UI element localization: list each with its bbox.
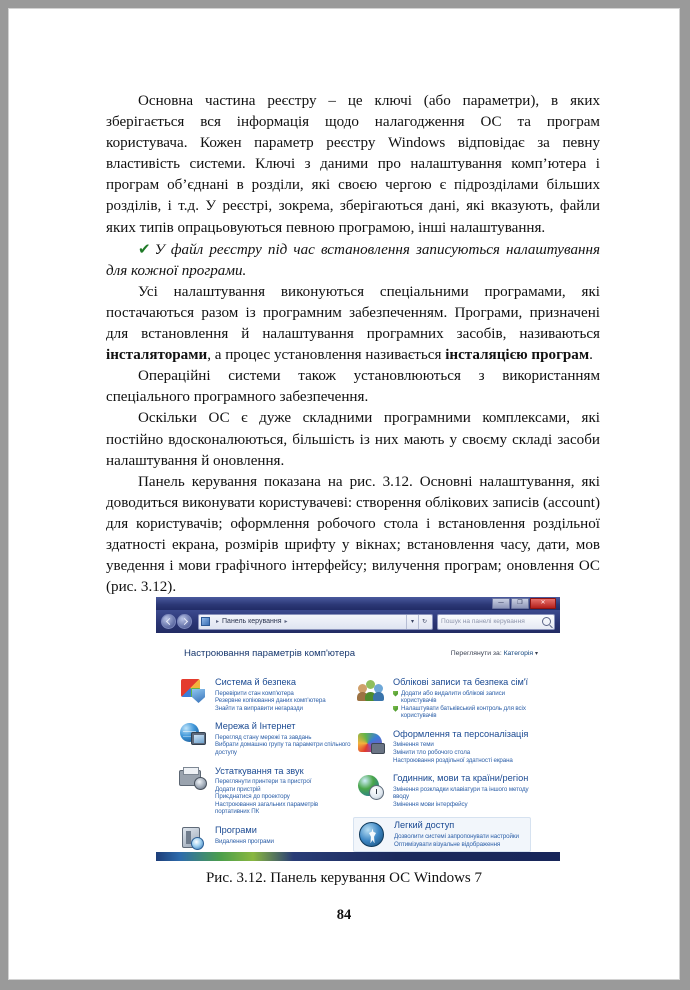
paragraph-1: Основна частина реєстру – це ключі (або параметри), в яких зберігається вся інформація щодо налагодження ОС та програм користувача. Кожен параметр реєстру Windows відповідає за певну властивість системи. Ключі з даними про налаштування комп’ютера і програм об’єднані в розділи, які своєю чергою є підрозділами більших розділів, і т.д. У реєстрі, зокрема, зберігаються дані, які вказують, файли яких типів опрацьовуються певною програмою, інші налаштування. — [106, 93, 600, 236]
taskbar-strip — [156, 852, 560, 861]
category-link[interactable]: Змінення теми — [393, 741, 434, 749]
category-link[interactable]: Змінити тло робочого стола — [393, 748, 471, 756]
system-security-icon — [178, 677, 209, 706]
category-link[interactable]: Додати пристрій — [215, 785, 261, 793]
chevron-down-icon[interactable]: ▾ — [406, 615, 418, 629]
category-link[interactable]: Перевірити стан комп'ютера — [215, 689, 294, 697]
search-input[interactable]: Пошук на панелі керування — [441, 618, 525, 625]
category-clock-language-region[interactable] — [356, 773, 531, 808]
category-link[interactable]: Змінення розкладки клавіатури та іншого методу вводу — [393, 785, 529, 801]
category-link[interactable]: Додати або видалити облікові записи користувачів — [393, 690, 531, 705]
category-link[interactable]: Настроювання роздільної здатності екрана — [393, 756, 513, 764]
category-appearance-personalization[interactable] — [356, 729, 531, 764]
category-column-left — [178, 677, 353, 852]
category-title[interactable]: Система й безпека — [215, 677, 296, 687]
category-title[interactable]: Легкий доступ — [394, 820, 455, 831]
category-title[interactable]: Оформлення та персоналізація — [393, 728, 529, 739]
minimize-button[interactable]: — — [492, 598, 510, 609]
category-title[interactable]: Годинник, мови та країни/регіон — [393, 773, 529, 784]
category-link[interactable]: Вибрати домашню групу та параметри спільного доступу — [215, 741, 351, 756]
category-title[interactable]: Облікові записи та безпека сім'ї — [393, 677, 529, 687]
appearance-personalization-icon — [356, 729, 387, 758]
checkmark-icon: ✔ — [138, 239, 151, 258]
term-installation: інсталяцією програм — [445, 347, 590, 364]
paragraph-3-part-2: , а процес установлення називається — [207, 347, 446, 364]
window-frame — [156, 597, 560, 861]
category-title[interactable]: Устаткування та звук — [215, 765, 304, 776]
breadcrumb-control-panel[interactable]: Панель керування — [222, 618, 282, 625]
category-user-accounts[interactable] — [356, 677, 531, 720]
category-link[interactable]: Настроювання загальних параметрів портативних ПК — [215, 800, 319, 816]
category-link[interactable]: Видалення програми — [215, 837, 274, 845]
window-controls — [492, 598, 556, 609]
paragraph-3-part-3: . — [589, 347, 593, 364]
control-panel-content — [156, 633, 560, 852]
figure-caption: Рис. 3.12. Панель керування ОС Windows 7 — [205, 870, 483, 886]
search-box[interactable] — [437, 614, 555, 630]
forward-arrow-icon[interactable] — [177, 614, 192, 629]
refresh-icon[interactable]: ↻ — [418, 615, 430, 629]
book-page — [8, 8, 680, 980]
paragraph-6: Панель керування показана на рис. 3.12. Основні налаштування, які доводиться виконувати користувачеві: створення облікових записів (account) для користувачів; оформлення робочого стола і встановлення роздільної здатності екрана, розмірів шрифту у вікнах; встановлення часу, дати, мов уведення і мови графічного інтерфейсу; вилучення програм; оновлення ОС (рис. 3.12). — [106, 473, 600, 596]
ease-of-access-icon — [358, 821, 389, 850]
category-system-security[interactable] — [178, 677, 353, 712]
category-title[interactable]: Мережа й Інтернет — [215, 721, 296, 732]
clock-language-region-icon — [356, 773, 387, 802]
hardware-sound-icon — [178, 766, 209, 795]
category-link[interactable]: Перегляд стану мережі та завдань — [215, 733, 312, 741]
category-link[interactable]: Приєднатися до проектору — [215, 793, 290, 801]
maximize-button[interactable]: ❐ — [511, 598, 529, 609]
user-accounts-icon — [356, 677, 387, 706]
address-bar[interactable] — [198, 614, 433, 630]
category-programs[interactable] — [178, 825, 353, 852]
figure-control-panel-screenshot — [156, 597, 560, 861]
category-title[interactable]: Програми — [215, 825, 257, 836]
breadcrumb-separator-trailing[interactable]: ▸ — [284, 618, 288, 625]
category-column-right — [356, 677, 531, 852]
page-number: 84 — [336, 907, 352, 923]
category-link[interactable]: Переглянути принтери та пристрої — [215, 778, 312, 786]
category-hardware-sound[interactable] — [178, 766, 353, 816]
view-by-value[interactable]: Категорія — [503, 650, 534, 657]
category-link[interactable]: Налаштувати батьківський контроль для всіх користувачів — [393, 705, 531, 720]
control-panel-icon — [201, 617, 210, 626]
paragraph-note — [106, 239, 600, 282]
category-network-internet[interactable] — [178, 721, 353, 756]
search-icon — [542, 617, 551, 626]
category-link[interactable]: Резервне копіювання даних комп'ютера — [215, 697, 326, 705]
paragraph-3 — [106, 282, 600, 366]
note-text: У файл реєстру під час встановлення записуються налаштування для кожної програми. — [106, 241, 600, 279]
category-ease-of-access[interactable] — [353, 817, 531, 852]
paragraph-5: Оскільки ОС є дуже складними програмними комплексами, які постійно вдосконалюються, більшість із них мають у своєму складі засоби налаштування й оновлення. — [106, 410, 600, 469]
term-installers: інсталяторами — [106, 347, 208, 364]
paragraph-3-part-1: Усі налаштування виконуються спеціальними програмами, які постачаються разом із програмним забезпеченням. Програми, призначені для встановлення й налаштування програмних засобів, називаються — [106, 283, 600, 343]
network-internet-icon — [178, 721, 209, 750]
view-by-control[interactable] — [451, 650, 538, 657]
text-column — [106, 91, 600, 598]
page-title: Настроювання параметрів комп'ютера — [184, 648, 356, 659]
window-titlebar — [156, 597, 560, 610]
breadcrumb-separator-leading: ▸ — [216, 618, 220, 625]
close-button[interactable]: ✕ — [530, 598, 556, 609]
category-link[interactable]: Дозволити системі запропонувати настройки — [394, 832, 519, 840]
category-link[interactable]: Знайти та виправити негаразди — [215, 704, 303, 712]
programs-icon — [178, 825, 209, 852]
back-arrow-icon[interactable] — [161, 614, 176, 629]
view-by-label: Переглянути за: — [450, 650, 502, 657]
paragraph-4: Операційні системи також установлюються з використанням спеціального програмного забезпечення. — [106, 368, 600, 406]
chevron-down-icon[interactable]: ▾ — [534, 651, 538, 657]
category-link[interactable]: Змінення мови інтерфейсу — [393, 800, 468, 808]
category-link[interactable]: Оптимізувати візуальне відображення — [394, 840, 501, 848]
navigation-bar — [156, 610, 560, 633]
